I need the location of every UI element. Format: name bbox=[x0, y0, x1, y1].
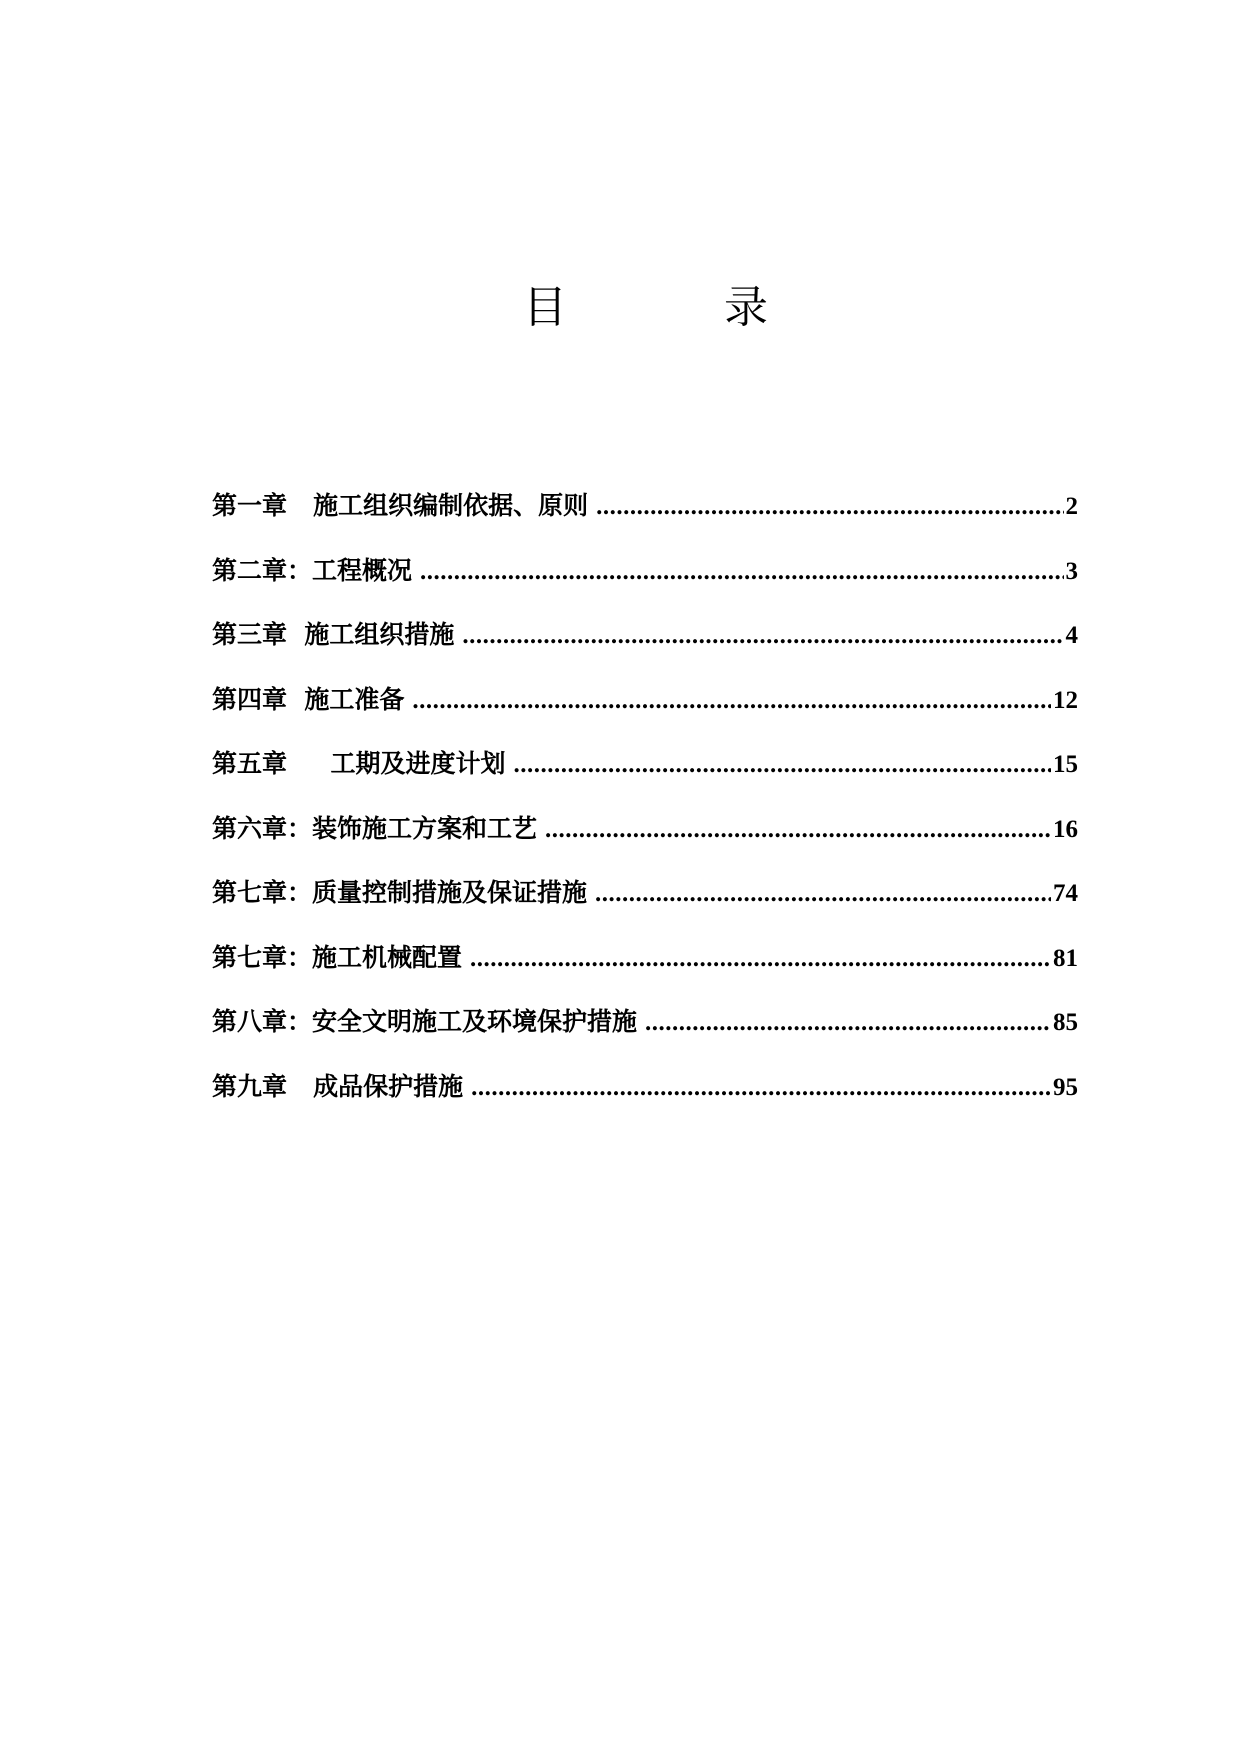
toc-leader-dots bbox=[645, 1009, 1051, 1037]
toc-entry-page: 95 bbox=[1053, 1073, 1078, 1101]
toc-entry-label: 第五章 工期及进度计划 bbox=[212, 749, 506, 778]
toc-entry-page: 3 bbox=[1065, 557, 1078, 585]
table-of-contents bbox=[212, 486, 1078, 1131]
toc-title-char-2: 录 bbox=[724, 282, 768, 333]
toc-entry[interactable] bbox=[212, 615, 1078, 680]
toc-entry-label: 第八章：安全文明施工及环境保护措施 bbox=[212, 1007, 638, 1036]
toc-entry[interactable] bbox=[212, 744, 1078, 809]
toc-leader-dots bbox=[462, 622, 1063, 650]
toc-entry-page: 15 bbox=[1053, 751, 1078, 778]
toc-entry-label: 第九章 成品保护措施 bbox=[212, 1071, 464, 1101]
toc-leader-dots bbox=[420, 558, 1063, 586]
toc-entry[interactable] bbox=[212, 1067, 1078, 1132]
toc-entry-label: 第一章 施工组织编制依据、原则 bbox=[212, 491, 589, 520]
toc-entry-page: 16 bbox=[1053, 815, 1078, 843]
toc-entry-label: 第七章：施工机械配置 bbox=[212, 942, 463, 972]
toc-entry[interactable] bbox=[212, 551, 1078, 616]
toc-leader-dots bbox=[471, 1074, 1051, 1102]
toc-leader-dots bbox=[412, 687, 1051, 715]
toc-entry[interactable] bbox=[212, 1002, 1078, 1067]
toc-entry-label: 第四章 施工准备 bbox=[212, 684, 405, 714]
toc-title bbox=[0, 278, 1241, 348]
toc-entry-page: 12 bbox=[1053, 686, 1078, 714]
toc-leader-dots bbox=[545, 816, 1051, 844]
toc-entry[interactable] bbox=[212, 873, 1078, 938]
toc-entry[interactable] bbox=[212, 680, 1078, 745]
toc-entry-page: 2 bbox=[1065, 493, 1078, 520]
toc-entry-page: 81 bbox=[1053, 944, 1078, 972]
toc-entry-page: 4 bbox=[1065, 622, 1078, 649]
toc-leader-dots bbox=[596, 493, 1063, 521]
toc-leader-dots bbox=[470, 945, 1051, 973]
toc-title-char-1: 目 bbox=[523, 282, 567, 333]
toc-entry-label: 第二章：工程概况 bbox=[212, 555, 413, 585]
toc-entry-label: 第六章：装饰施工方案和工艺 bbox=[212, 813, 538, 843]
toc-entry[interactable] bbox=[212, 809, 1078, 874]
toc-leader-dots bbox=[514, 751, 1051, 779]
toc-leader-dots bbox=[595, 880, 1051, 908]
toc-entry-label: 第三章 施工组织措施 bbox=[212, 620, 455, 649]
toc-entry[interactable] bbox=[212, 486, 1078, 551]
toc-entry-label: 第七章：质量控制措施及保证措施 bbox=[212, 878, 588, 907]
toc-entry[interactable] bbox=[212, 938, 1078, 1003]
toc-entry-page: 85 bbox=[1053, 1009, 1078, 1036]
toc-entry-page: 74 bbox=[1053, 880, 1078, 907]
